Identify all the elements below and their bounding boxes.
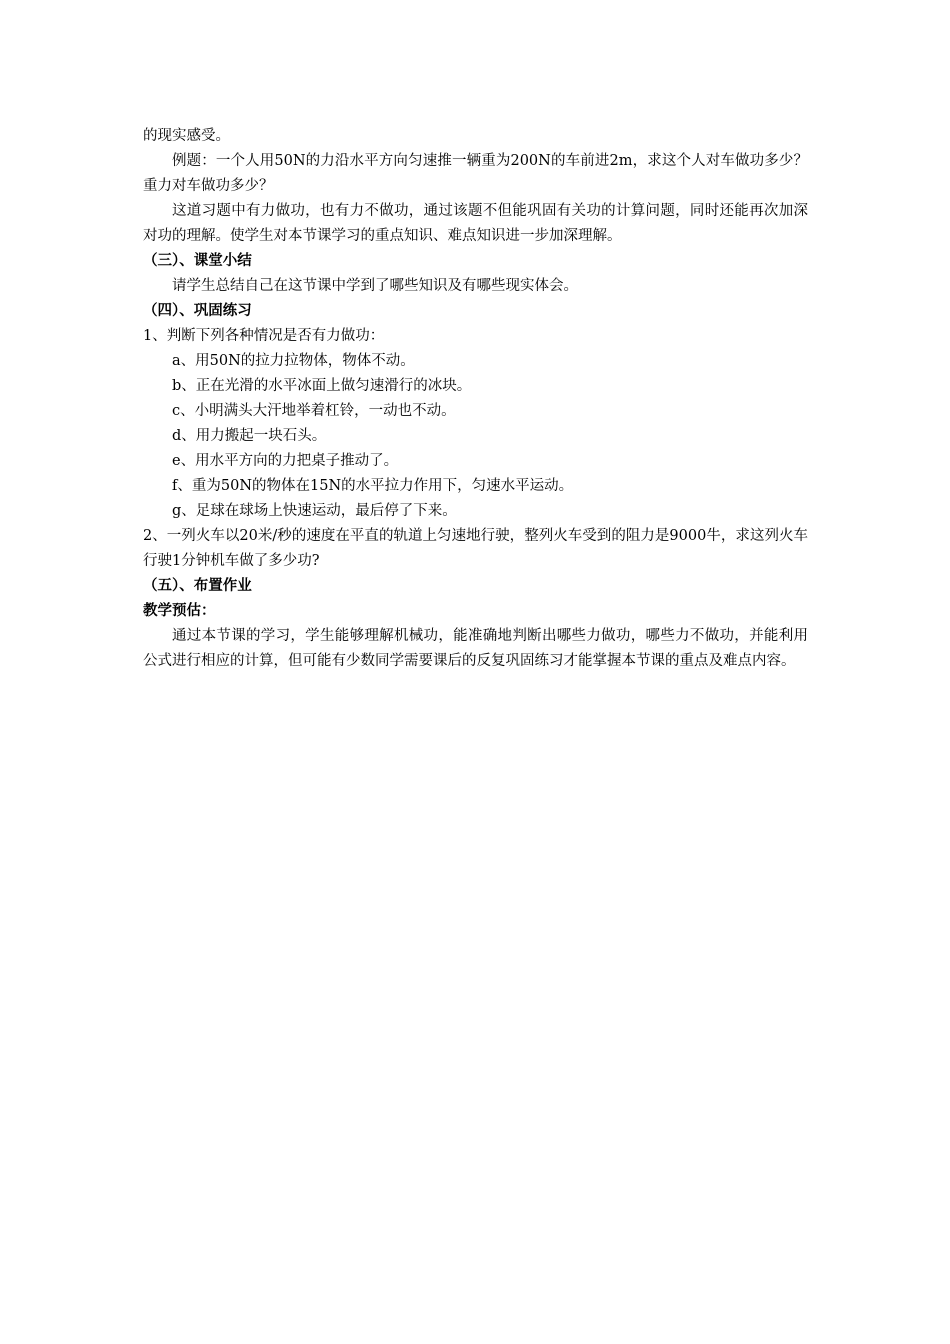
- practice-question-1: 1、判断下列各种情况是否有力做功：: [143, 328, 385, 344]
- practice-item-f: f、重为50N的物体在15N的水平拉力作用下，匀速水平运动。: [172, 478, 574, 494]
- section-summary-body: 请学生总结自己在这节课中学到了哪些知识及有哪些现实体会。: [172, 278, 578, 294]
- practice-item-a: a、用50N的拉力拉物体，物体不动。: [172, 353, 415, 369]
- practice-question-2: 2、一列火车以20米/秒的速度在平直的轨道上匀速地行驶，整列火车受到的阻力是9000牛，求这列火车行驶1分钟机车做了多少功?: [143, 528, 808, 569]
- practice-item-c: c、小明满头大汗地举着杠铃，一动也不动。: [172, 403, 456, 419]
- practice-item-d: d、用力搬起一块石头。: [172, 428, 327, 444]
- practice-item-b: b、正在光滑的水平冰面上做匀速滑行的冰块。: [172, 378, 472, 394]
- intro-tail-text: 的现实感受。: [143, 128, 230, 144]
- example-problem: 例题：一个人用50N的力沿水平方向匀速推一辆重为200N的车前进2m，求这个人对车做功多少？重力对车做功多少？: [143, 153, 808, 194]
- teaching-estimate-body: 通过本节课的学习，学生能够理解机械功，能准确地判断出哪些力做功，哪些力不做功，并能利用公式进行相应的计算，但可能有少数同学需要课后的反复巩固练习才能掌握本节课的重点及难点内容。: [143, 628, 808, 669]
- practice-item-e: e、用水平方向的力把桌子推动了。: [172, 453, 399, 469]
- section-summary-title: （三）、课堂小结: [143, 253, 252, 269]
- section-practice-title: （四）、巩固练习: [143, 303, 252, 319]
- example-note: 这道习题中有力做功，也有力不做功，通过该题不但能巩固有关功的计算问题，同时还能再次加深对功的理解。使学生对本节课学习的重点知识、难点知识进一步加深理解。: [143, 203, 808, 244]
- document-page: [143, 124, 808, 674]
- practice-item-g: g、足球在球场上快速运动，最后停了下来。: [172, 503, 457, 519]
- section-homework-title: （五）、布置作业: [143, 578, 252, 594]
- teaching-estimate-title: 教学预估：: [143, 603, 216, 619]
